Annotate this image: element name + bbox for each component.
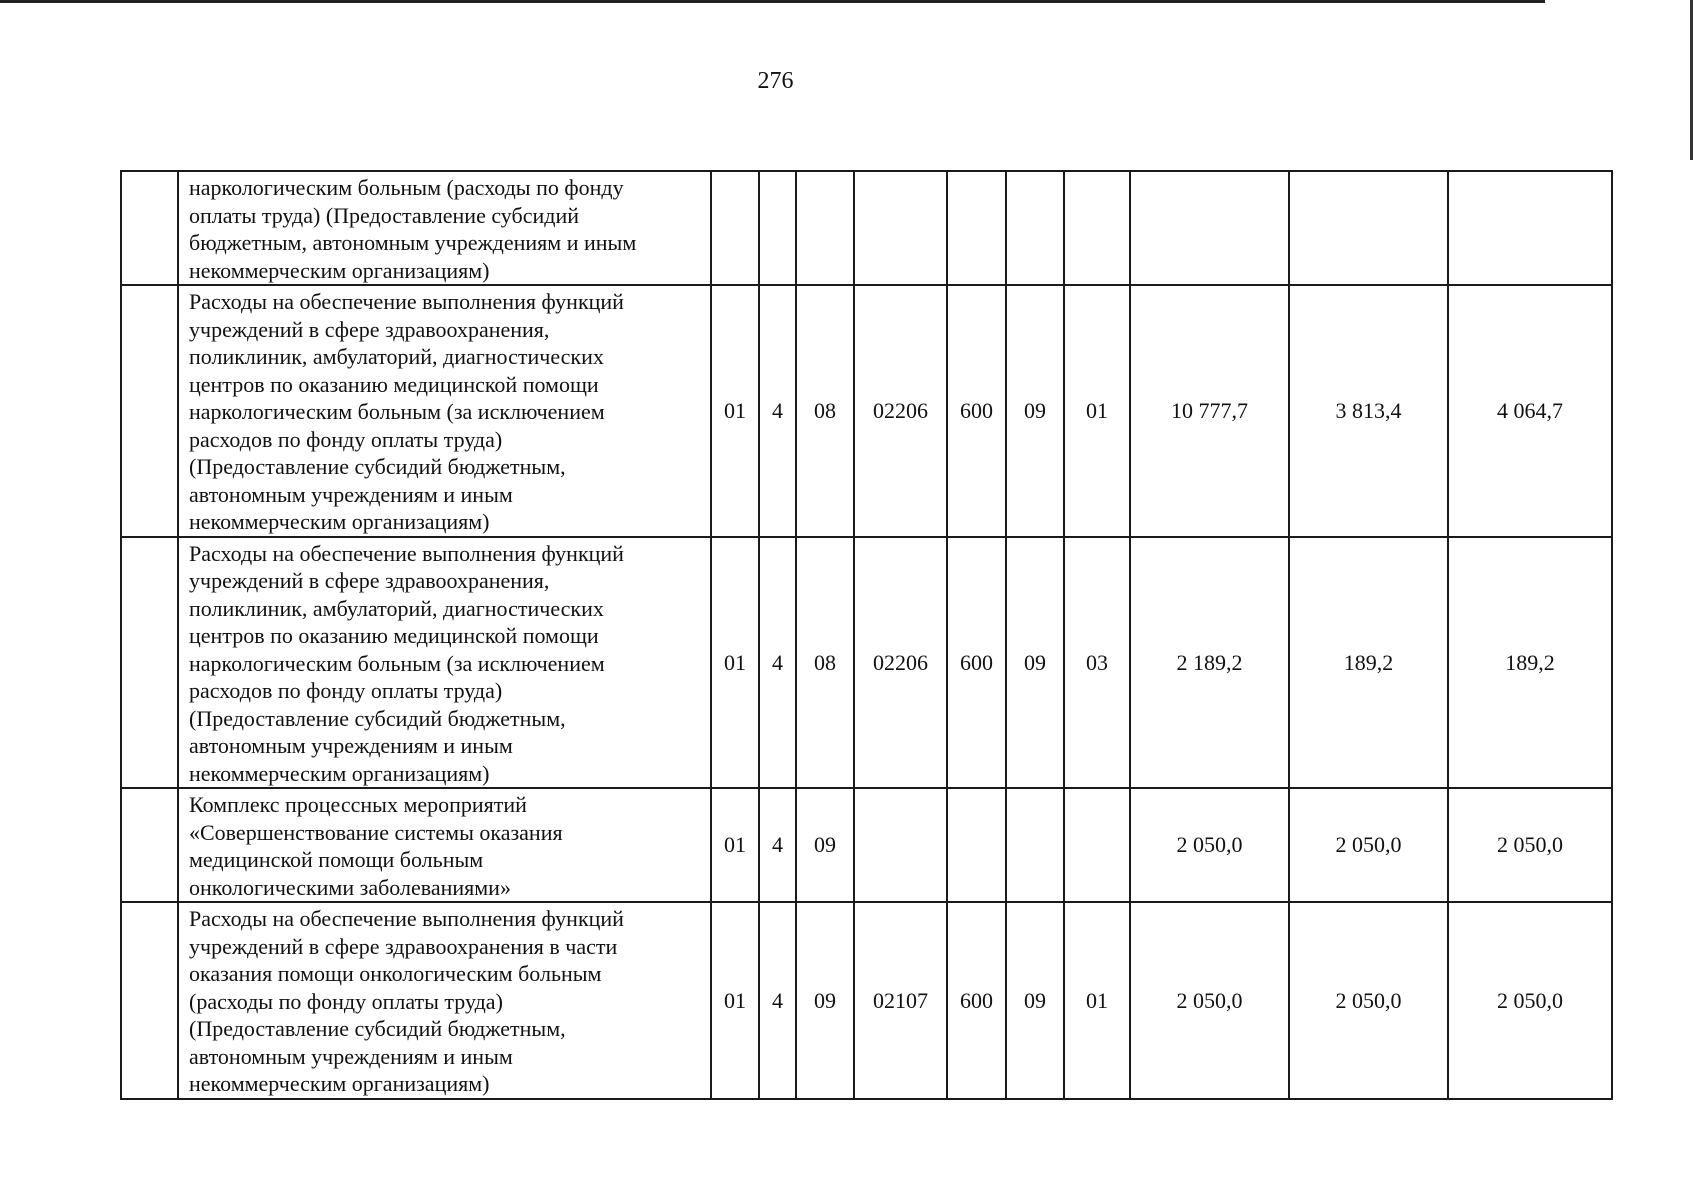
code-cell: 01 (1064, 285, 1130, 537)
description-text: Расходы на обеспечение выполнения функций учреждений в сфере здравоохранения, поликлиник, амбулаторий, диагностических центров по оказанию медицинской помощи наркологическим больным (за исключением расходов по фонду оплаты труда) (Предоставление субсидий бюджетным, автономным учреждениям и иным некоммерческим организациям) (189, 289, 624, 534)
code-cell (711, 171, 759, 285)
amount-cell: 2 050,0 (1289, 788, 1448, 902)
row-number-cell (121, 285, 178, 537)
description-text: Расходы на обеспечение выполнения функций учреждений в сфере здравоохранения, поликлиник, амбулаторий, диагностических центров по оказанию медицинской помощи наркологическим больным (за исключением расходов по фонду оплаты труда) (Предоставление субсидий бюджетным, автономным учреждениям и иным некоммерческим организациям) (189, 540, 624, 786)
top-scan-rule (0, 0, 1545, 3)
amount-cell: 3 813,4 (1289, 285, 1448, 537)
amount-cell: 2 050,0 (1289, 902, 1448, 1099)
code-cell (759, 171, 796, 285)
amount-cell: 2 050,0 (1130, 902, 1289, 1099)
row-number-cell (121, 788, 178, 902)
row-number-cell (121, 537, 178, 789)
code-cell: 09 (1006, 902, 1064, 1099)
code-cell (1064, 171, 1130, 285)
amount-cell (1289, 171, 1448, 285)
description-text: Расходы на обеспечение выполнения функций учреждений в сфере здравоохранения в части оказания помощи онкологическим больным (расходы по фонду оплаты труда) (Предоставление субсидий бюджетным, автономным учреждениям и иным некоммерческим организациям) (189, 906, 624, 1096)
code-cell: 01 (711, 285, 759, 537)
amount-cell: 189,2 (1289, 537, 1448, 789)
code-cell: 02206 (854, 285, 947, 537)
code-cell: 09 (1006, 537, 1064, 789)
code-cell: 4 (759, 285, 796, 537)
code-cell: 600 (947, 902, 1006, 1099)
code-cell (1006, 788, 1064, 902)
amount-cell (1130, 171, 1289, 285)
code-cell (854, 788, 947, 902)
code-cell: 600 (947, 537, 1006, 789)
amount-cell: 4 064,7 (1448, 285, 1612, 537)
code-cell (796, 171, 854, 285)
description-cell (178, 788, 711, 902)
code-cell: 02107 (854, 902, 947, 1099)
table-row (121, 285, 1612, 537)
page-number (0, 68, 1701, 95)
code-cell: 4 (759, 537, 796, 789)
code-cell: 01 (711, 902, 759, 1099)
code-cell: 01 (711, 537, 759, 789)
code-cell: 02206 (854, 537, 947, 789)
code-cell: 4 (759, 788, 796, 902)
code-cell: 09 (796, 902, 854, 1099)
description-cell (178, 171, 711, 285)
page-number-text: 276 (757, 68, 794, 94)
code-cell (1064, 788, 1130, 902)
code-cell: 09 (1006, 285, 1064, 537)
table-row (121, 537, 1612, 789)
amount-cell: 2 050,0 (1448, 902, 1612, 1099)
row-number-cell (121, 902, 178, 1099)
code-cell: 09 (796, 788, 854, 902)
code-cell: 600 (947, 285, 1006, 537)
table-row (121, 902, 1612, 1099)
amount-cell: 189,2 (1448, 537, 1612, 789)
amount-cell: 2 050,0 (1448, 788, 1612, 902)
description-cell (178, 902, 711, 1099)
code-cell: 08 (796, 285, 854, 537)
budget-table (120, 170, 1613, 1100)
description-text: Комплекс процессных мероприятий «Совершенствование системы оказания медицинской помощи больным онкологическими заболеваниями» (189, 792, 563, 900)
code-cell (947, 788, 1006, 902)
description-cell (178, 537, 711, 789)
code-cell: 08 (796, 537, 854, 789)
code-cell: 03 (1064, 537, 1130, 789)
code-cell (947, 171, 1006, 285)
code-cell: 4 (759, 902, 796, 1099)
amount-cell: 2 189,2 (1130, 537, 1289, 789)
table-row (121, 171, 1612, 285)
description-text: наркологическим больным (расходы по фонду оплаты труда) (Предоставление субсидий бюджетным, автономным учреждениям и иным некоммерческим организациям) (189, 175, 637, 283)
code-cell (1006, 171, 1064, 285)
row-number-cell (121, 171, 178, 285)
code-cell: 01 (1064, 902, 1130, 1099)
amount-cell: 10 777,7 (1130, 285, 1289, 537)
description-cell (178, 285, 711, 537)
code-cell: 01 (711, 788, 759, 902)
amount-cell (1448, 171, 1612, 285)
amount-cell: 2 050,0 (1130, 788, 1289, 902)
code-cell (854, 171, 947, 285)
table-row (121, 788, 1612, 902)
